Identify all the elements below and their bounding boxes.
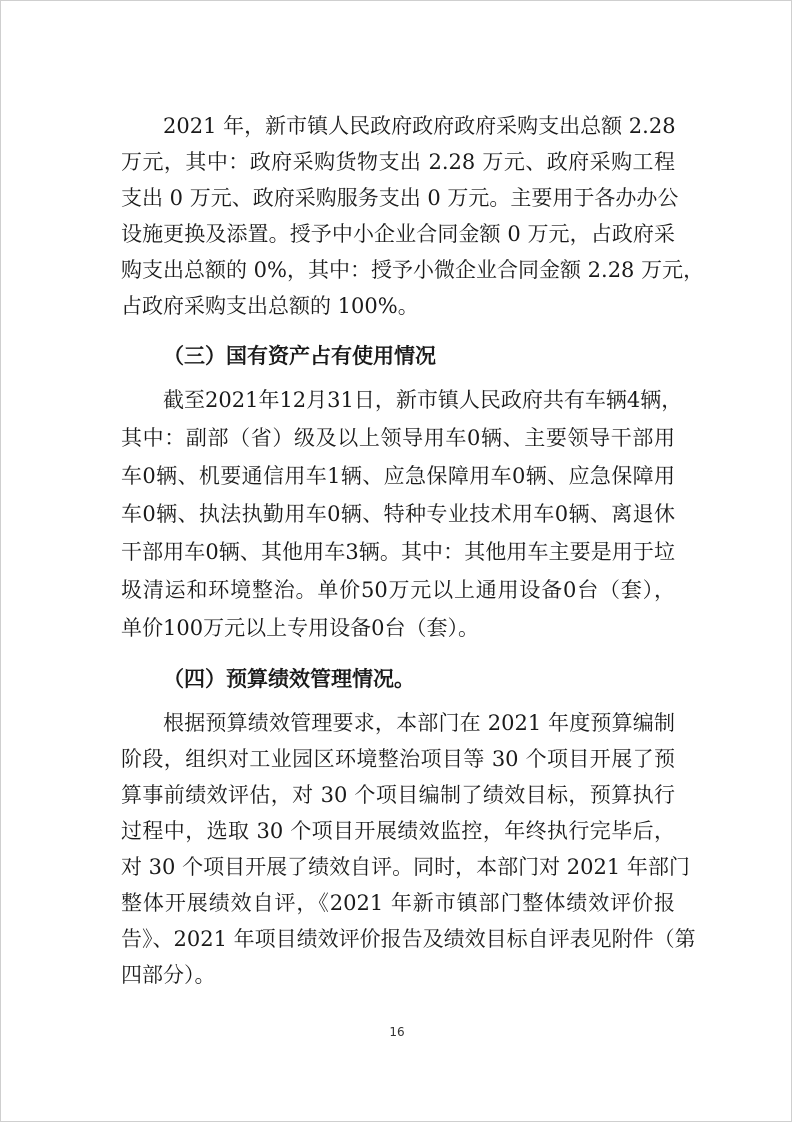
paragraph-procurement-line-2: 万元，其中：政府采购货物支出 2.28 万元、政府采购工程 — [121, 150, 675, 174]
section-heading-performance: （四）预算绩效管理情况。 — [163, 666, 415, 691]
paragraph-assets-line-6: 圾清运和环境整治。单价50万元以上通用设备0台（套）， — [121, 578, 675, 602]
section-heading-assets: （三）国有资产占有使用情况 — [163, 343, 436, 368]
paragraph-performance-line-4: 过程中，选取 30 个项目开展绩效监控，年终执行完毕后， — [121, 819, 675, 843]
paragraph-assets-line-7: 单价100万元以上专用设备0台（套）。 — [121, 616, 479, 640]
paragraph-performance-line-3: 算事前绩效评估，对 30 个项目编制了绩效目标，预算执行 — [121, 783, 675, 807]
page-number: 16 — [389, 1025, 405, 1039]
paragraph-procurement-line-6: 占政府采购支出总额的 100%。 — [121, 294, 419, 318]
paragraph-performance-line-1: 根据预算绩效管理要求，本部门在 2021 年度预算编制 — [163, 711, 675, 735]
paragraph-performance-line-8: 四部分）。 — [121, 963, 216, 987]
paragraph-performance-line-7: 告》、2021 年项目绩效评价报告及绩效目标自评表见附件（第 — [121, 927, 696, 951]
paragraph-performance-line-2: 阶段，组织对工业园区环境整治项目等 30 个项目开展了预 — [121, 747, 675, 771]
paragraph-procurement-line-5: 购支出总额的 0%，其中：授予小微企业合同金额 2.28 万元， — [121, 258, 705, 282]
paragraph-procurement-line-3: 支出 0 万元、政府采购服务支出 0 万元。主要用于各办办公 — [121, 186, 679, 210]
paragraph-performance-line-6: 整体开展绩效自评，《2021 年新市镇部门整体绩效评价报 — [121, 891, 675, 915]
paragraph-procurement-line-4: 设施更换及添置。授予中小企业合同金额 0 万元，占政府采 — [121, 222, 675, 246]
paragraph-assets-line-5: 干部用车0辆、其他用车3辆。其中：其他用车主要是用于垃 — [121, 540, 675, 564]
paragraph-performance-line-5: 对 30 个项目开展了绩效自评。同时，本部门对 2021 年部门 — [121, 855, 690, 879]
paragraph-assets-line-3: 车0辆、机要通信用车1辆、应急保障用车0辆、应急保障用 — [121, 464, 675, 488]
paragraph-assets-line-2: 其中：副部（省）级及以上领导用车0辆、主要领导干部用 — [121, 426, 675, 450]
paragraph-assets-line-1: 截至2021年12月31日，新市镇人民政府共有车辆4辆， — [163, 388, 683, 412]
paragraph-procurement-line-1: 2021 年，新市镇人民政府政府政府采购支出总额 2.28 — [163, 114, 676, 138]
paragraph-assets-line-4: 车0辆、执法执勤用车0辆、特种专业技术用车0辆、离退休 — [121, 502, 675, 526]
